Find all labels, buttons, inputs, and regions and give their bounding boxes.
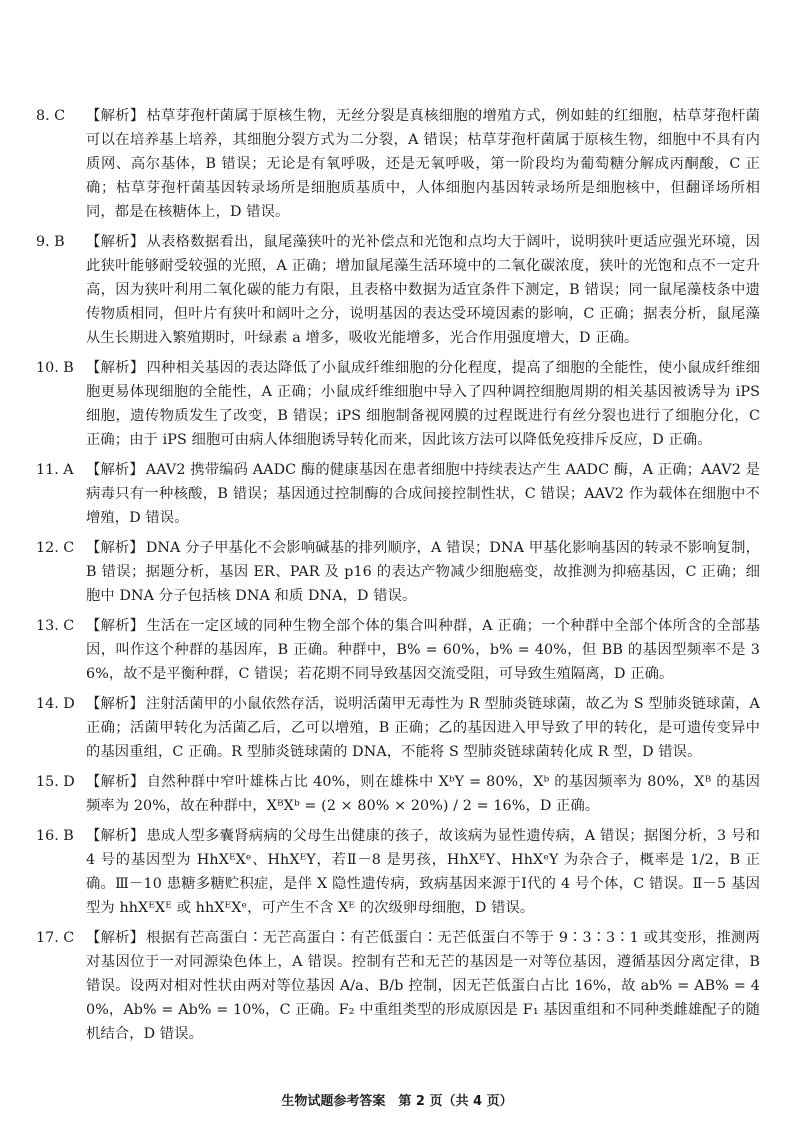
explanation xyxy=(86,614,760,686)
explanation-text: 从表格数据看出，鼠尾藻狭叶的光补偿点和光饱和点均大于阔叶，说明狭叶更适应强光环境，因此狭叶能够耐受较强的光照，A 正确；增加鼠尾藻生活环境中的二氧化碳浓度，狭叶的光饱和点不一定升高，因为狭叶利用二氧化碳的能力有限，且表格中数据为适宜条件下测定，B 错误；同一鼠尾藻枝条中遗传物质相同，但叶片有狭叶和阔叶之分，说明基因的表达受环境因素的影响，C 正确；据表分析，鼠尾藻从生长期进入繁殖期时，叶绿素 a 增多，吸收光能增多，光合作用强度增大，D 正确。 xyxy=(86,234,760,346)
analysis-tag: 【解析】 xyxy=(86,462,144,478)
analysis-tag: 【解析】 xyxy=(86,828,145,844)
explanation xyxy=(86,824,760,920)
answer-item-12 xyxy=(36,536,760,608)
answer-item-8 xyxy=(36,104,760,224)
answer-item-10 xyxy=(36,356,760,452)
explanation-text: 生活在一定区域的同种生物全部个体的集合叫种群，A 正确；一个种群中全部个体所含的全部基因，叫作这个种群的基因库，B 正确。种群中，B% = 60%，b% = 40%，但 BB 的基因型频率不是 36%，故不是平衡种群，C 错误；若花期不同导致基因交流受阻，可导致生殖隔离，D 正确。 xyxy=(86,618,760,682)
explanation-text: AAV2 携带编码 AADC 酶的健康基因在患者细胞中持续表达产生 AADC 酶，A 正确；AAV2 是病毒只有一种核酸，B 错误；基因通过控制酶的合成间接控制性状，C 错误；AAV2 作为载体在细胞中不增殖，D 错误。 xyxy=(86,462,760,526)
explanation-text: 自然种群中窄叶雄株占比 40%，则在雄株中 XᵇY = 80%，Xᵇ 的基因频率为 80%，Xᴮ 的基因频率为 20%，故在种群中，XᴮXᵇ = (2 × 80% × 20%) / 2 = 16%，D 正确。 xyxy=(86,774,760,814)
analysis-tag: 【解析】 xyxy=(86,108,145,124)
page-footer: 生物试题参考答案 第 2 页（共 4 页） xyxy=(281,1094,513,1109)
question-number: 11. A xyxy=(36,462,74,478)
explanation-text: 患成人型多囊肾病病的父母生出健康的孩子，故该病为显性遗传病，A 错误；据图分析，3 号和 4 号的基因型为 HhXᴱXᵉ、HhXᴱY，若Ⅱ－8 是男孩，HhXᴱY、HhXᵉY 为杂合子，概率是 1/2，B 正确。Ⅲ－10 患糖多糖贮积症，是伴 X 隐性遗传病，致病基因来源于Ⅰ代的 4 号个体，C 错误。Ⅱ－5 基因型为 hhXᴱXᴱ 或 hhXᴱXᵉ，可产生不含 Xᴱ 的次级卵母细胞，D 错误。 xyxy=(86,828,761,916)
explanation xyxy=(86,356,760,452)
question-number: 9. B xyxy=(36,234,65,250)
analysis-tag: 【解析】 xyxy=(86,360,145,376)
question-number: 12. C xyxy=(36,540,75,556)
analysis-tag: 【解析】 xyxy=(86,930,145,946)
explanation xyxy=(86,230,760,350)
explanation xyxy=(86,104,760,224)
explanation-text: 枯草芽孢杆菌属于原核生物，无丝分裂是真核细胞的增殖方式，例如蛙的红细胞，枯草芽孢杆菌可以在培养基上培养，其细胞分裂方式为二分裂，A 错误；枯草芽孢杆菌属于原核生物，细胞中不具有内质网、高尔基体，B 错误；无论是有氧呼吸，还是无氧呼吸，第一阶段均为葡萄糖分解成丙酮酸，C 正确；枯草芽孢杆菌基因转录场所是细胞质基质中，人体细胞内基因转录场所是细胞核中，但翻译场所相同，都是在核糖体上，D 错误。 xyxy=(86,108,760,220)
analysis-tag: 【解析】 xyxy=(86,618,145,634)
answer-item-11 xyxy=(36,458,760,530)
explanation-text: 四种相关基因的表达降低了小鼠成纤维细胞的分化程度，提高了细胞的全能性，使小鼠成纤维细胞更易体现细胞的全能性，A 正确；小鼠成纤维细胞中导入了四种调控细胞周期的相关基因被诱导为 iPS 细胞，遗传物质发生了改变，B 错误；iPS 细胞制备视网膜的过程既进行有丝分裂也进行了细胞分化，C 正确；由于 iPS 细胞可由病人体细胞诱导转化而来，因此该方法可以降低免疫排斥反应，D 正确。 xyxy=(86,360,760,448)
answer-item-13 xyxy=(36,614,760,686)
explanation xyxy=(86,458,760,530)
analysis-tag: 【解析】 xyxy=(86,540,144,556)
question-number: 14. D xyxy=(36,696,75,712)
answer-list xyxy=(36,104,760,1052)
explanation-text: 根据有芒高蛋白∶无芒高蛋白∶有芒低蛋白∶无芒低蛋白不等于 9∶3∶3∶1 或其变形，推测两对基因位于一对同源染色体上，A 错误。控制有芒和无芒的基因是一对等位基因，遵循基因分离定律，B 错误。设两对相对性状由两对等位基因 A/a、B/b 控制，因无芒低蛋白占比 16%，故 ab% = AB% = 40%，Ab% = Ab% = 10%，C 正确。F₂ 中重组类型的形成原因是 F₁ 基因重组和不同种类雌雄配子的随机结合，D 错误。 xyxy=(86,930,760,1042)
explanation xyxy=(86,536,760,608)
explanation-text: 注射活菌甲的小鼠依然存活，说明活菌甲无毒性为 R 型肺炎链球菌，故乙为 S 型肺炎链球菌，A 正确；活菌甲转化为活菌乙后，乙可以增殖，B 正确；乙的基因进入甲导致了甲的转化，是可遗传变异中的基因重组，C 正确。R 型肺炎链球菌的 DNA，不能将 S 型肺炎链球菌转化成 R 型，D 错误。 xyxy=(86,696,760,760)
answer-item-17 xyxy=(36,926,760,1046)
answer-item-15 xyxy=(36,770,760,818)
answer-item-14 xyxy=(36,692,760,764)
explanation-text: DNA 分子甲基化不会影响碱基的排列顺序，A 错误；DNA 甲基化影响基因的转录不影响复制，B 错误；据题分析，基因 ER、PAR 及 p16 的表达产物减少细胞癌变，故推测为抑癌基因，C 正确；细胞中 DNA 分子包括核 DNA 和质 DNA，D 错误。 xyxy=(86,540,760,604)
analysis-tag: 【解析】 xyxy=(86,234,145,250)
question-number: 8. C xyxy=(36,108,66,124)
answer-item-9 xyxy=(36,230,760,350)
question-number: 10. B xyxy=(36,360,74,376)
explanation xyxy=(86,692,760,764)
analysis-tag: 【解析】 xyxy=(86,774,145,790)
question-number: 16. B xyxy=(36,828,74,844)
question-number: 17. C xyxy=(36,930,75,946)
question-number: 13. C xyxy=(36,618,75,634)
question-number: 15. D xyxy=(36,774,75,790)
answer-item-16 xyxy=(36,824,760,920)
explanation xyxy=(86,926,760,1046)
explanation xyxy=(86,770,760,818)
analysis-tag: 【解析】 xyxy=(86,696,144,712)
